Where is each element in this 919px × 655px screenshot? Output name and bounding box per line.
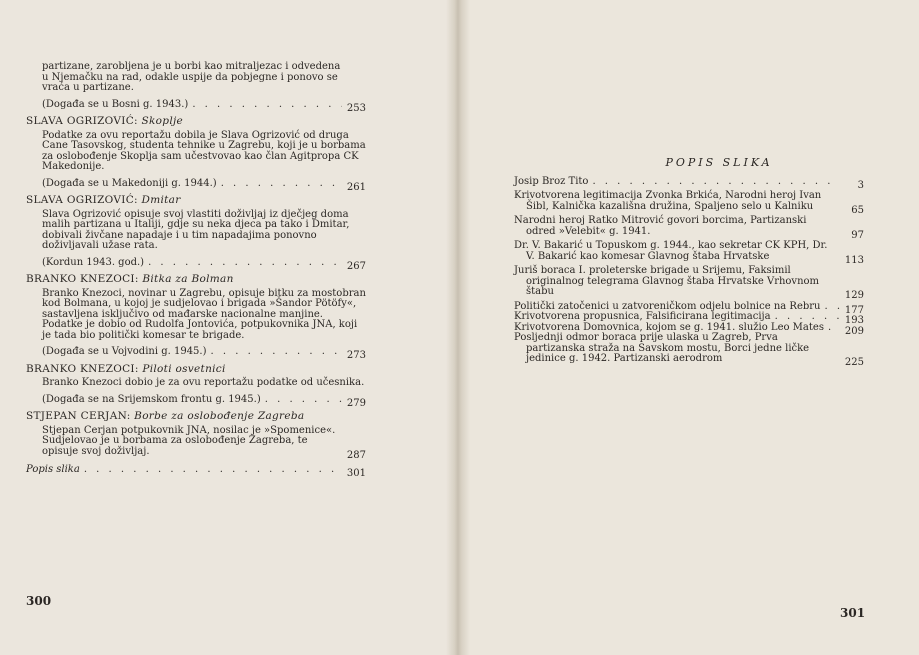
entry-note-row [42,256,366,272]
illustration-caption: Politički zatočenici u zatvoreničkom odjelu bolnice na Rebru [514,300,821,312]
leader-dots [265,395,342,406]
entry-note-row [42,177,366,193]
illustration-caption: Posljednji odmor boraca prije ulaska u Zagreb, Prva partizanska straža na Savskom mostu, Borci jedne ličke jedinice g. 1942. Partizanski aerodrom [514,332,810,364]
entry-title: Piloti osvetnici [142,362,226,375]
illustration-caption: Krivotvorena Domovnica, kojom se g. 1941. služio Leo Mates [514,321,824,333]
intro-note-row [42,98,366,114]
entry-description: Branko Knezoci, novinar u Zagrebu, opisuje bitku za mostobran kod Bolmana, u kojoj je sudjelovao i brigada »Šandor Pötöfy«, sastavljena isključivo od mađarske nacionalne manjine. Podatke je dobio od Rudolfa Jontovića, potpukovnika JNA, koji je tada bio politički komesar te brigade. [42,287,366,341]
illustration-caption: Krivotvorena propusnica, Falsificirana legitimacija [514,311,771,322]
leader-dots [84,465,342,476]
entry-page-number: 267 [346,260,366,272]
illustration-page: 97 [851,229,864,241]
entry-description: Podatke za ovu reportažu dobila je Slava Ogrizović od druga Cane Tasovskog, studenta tehnike u Zagrebu, koji je u borbama za oslobođenje Skoplja sam učestvovao kao član Agitpropa CK Makedonije. [42,129,366,172]
entry-heading [26,411,366,422]
left-page-contents [26,61,366,479]
intro-paragraph [42,62,366,94]
illustration-page: 65 [851,204,864,216]
entry-page-number: 261 [346,181,366,193]
leader-dots [211,347,343,358]
entry-author: BRANKO KNEZOCI: [26,362,139,375]
entry-note-row [42,346,366,361]
illustration-caption: Krivotvorena legitimacija Zvonka Brkića, Narodni heroj Ivan Šibl, Kalnička kazališna družina, Spaljeno selo u Kalniku [514,190,822,212]
entry-note: (Događa se u Vojvodini g. 1945.) [42,346,207,357]
entry-page-number: 273 [346,350,366,361]
entry-author: BRANKO KNEZOCI: [26,273,139,285]
entry-page-number: 279 [346,397,366,409]
illustration-page: 177 [844,304,864,316]
illustrations-heading: POPIS SLIKA [665,156,773,169]
illustration-entry [514,332,864,368]
entry-title: Skoplje [141,115,184,127]
entry-title: Bitka za Bolman [142,273,234,285]
entry-title: Dmitar [141,194,181,206]
entry-description: Stjepan Cerjan potpukovnik JNA, nosilac je »Spomenice«. Sudjelovao je u borbama za oslobođenje Zagreba, te opisuje svoj doživljaj. [42,424,336,457]
leader-dots [148,258,342,269]
intro-line: partizane, zarobljena je u borbi kao mitraljezac i odvedena [42,61,341,72]
entry-heading [26,274,366,285]
illustration-entry [514,265,864,301]
entry-heading [26,195,366,206]
leader-dots [828,323,840,334]
illustration-entry [514,215,864,241]
illustration-page: 209 [844,325,864,337]
entry-description: Slava Ogrizović opisuje svoj vlastiti doživljaj iz dječjeg doma malih partizana u Italiji, gdje su neka djeca pa tako i Dmitar, dobivali živčane napadaje i u tim napadajima ponovno doživljavali užase rata. [42,208,350,251]
illustration-caption: Dr. V. Bakarić u Topuskom g. 1944., kao sekretar CK KPH, Dr. V. Bakarić kao komesar Glavnog štaba Hrvatske [514,240,828,262]
entry-heading [26,116,366,127]
entry-author: STJEPAN CERJAN: [26,410,131,422]
illustration-page: 3 [857,179,864,191]
intro-note: (Događa se u Bosni g. 1943.) [42,98,189,110]
leader-dots [192,100,342,111]
illustration-page: 113 [844,254,864,266]
leader-dots [592,177,840,188]
illustrations-list-page: 301 [346,468,366,479]
illustration-entry [514,190,864,216]
leader-dots [824,302,840,313]
left-page-number: 300 [26,594,52,608]
illustration-page: 225 [844,357,864,368]
book-gutter [446,0,470,655]
leader-dots [221,179,342,190]
illustration-page: 193 [844,315,864,326]
illustration-entry [514,175,864,191]
entry-note: (Događa se u Makedoniji g. 1944.) [42,177,217,189]
entry-heading [26,364,366,375]
entry-note: (Kordun 1943. god.) [42,256,145,268]
entry-note-row [42,393,366,409]
intro-line: u Njemačku na rad, odakle uspije da pobjegne i ponovo se [42,71,338,83]
right-page-number: 301 [840,606,866,620]
illustration-caption: Narodni heroj Ratko Mitrović govori borcima, Partizanski odred »Velebit« g. 1941. [514,215,807,237]
entry-author: SLAVA OGRIZOVIĆ: [26,194,138,206]
illustrations-list-row [26,464,366,479]
intro-line: vraća u partizane. [42,82,134,93]
illustration-caption: Josip Broz Tito [514,175,589,187]
leader-dots [775,312,840,323]
illustrations-list-label: Popis slika [26,464,80,475]
entry-note: (Događa se na Srijemskom frontu g. 1945.) [42,393,261,405]
illustration-caption: Juriš boraca I. proleterske brigade u Srijemu, Faksimil originalnog telegrama Glavnog štaba Hrvatske Vrhovnom štabu [514,265,820,297]
entry-description: Branko Knezoci dobio je za ovu reportažu podatke od učesnika. [42,377,365,388]
entry-page-number: 287 [346,449,366,461]
illustration-page: 129 [844,290,864,301]
entry-description-row [42,424,366,461]
entry-title: Borbe za oslobođenje Zagreba [134,410,305,422]
illustration-entry [514,240,864,266]
illustration-entry [514,311,864,326]
intro-page-number: 253 [346,102,366,114]
entry-author: SLAVA OGRIZOVIĆ: [26,115,138,127]
right-page-contents [514,158,864,369]
